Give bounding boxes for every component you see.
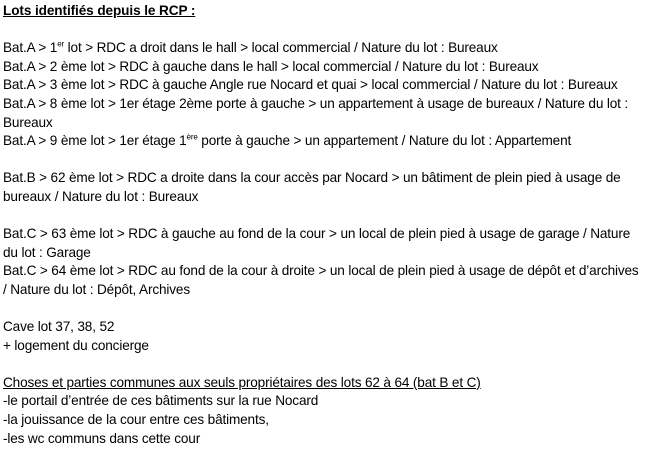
lot-text: Bat.A > 9 ème lot > 1er étage 1 xyxy=(3,133,187,149)
common-item: -le portail d’entrée de ces bâtiments sur la rue Nocard xyxy=(3,393,319,409)
common-parts-title: Choses et parties communes aux seuls propriétaires des lots 62 à 64 (bat B et C) xyxy=(3,374,481,390)
lot-text: lot > RDC a droit dans le hall > local commercial / Nature du lot : Bureaux xyxy=(64,40,498,56)
cave-line: Cave lot 37, 38, 52 xyxy=(3,319,115,335)
common-item: -la jouissance de la cour entre ces bâtiments, xyxy=(3,412,269,428)
superscript: ère xyxy=(186,132,198,142)
superscript: er xyxy=(57,39,65,49)
lot-text: Bat.A > 1 xyxy=(3,40,58,56)
lot-text: porte à gauche > un appartement / Nature du lot : Appartement xyxy=(197,133,572,149)
lot-line-bat-b-62: Bat.B > 62 ème lot > RDC a droite dans la cour accès par Nocard > un bâtiment de plein pied à usage de bureaux / Nature du lot : Bureaux xyxy=(3,170,621,204)
lot-line-bat-a-2: Bat.A > 2 ème lot > RDC à gauche dans le hall > local commercial / Nature du lot : Bureaux xyxy=(3,58,539,74)
spacer xyxy=(3,207,651,226)
spacer xyxy=(3,151,651,170)
spacer xyxy=(3,300,651,319)
lot-line-bat-a-3: Bat.A > 3 ème lot > RDC à gauche Angle rue Nocard et quai > local commercial / Nature du lot : Bureaux xyxy=(3,77,618,93)
lot-line-bat-a-8: Bat.A > 8 ème lot > 1er étage 2ème porte à gauche > un appartement à usage de bureaux / Nature du lot : Bureaux xyxy=(3,95,629,130)
spacer xyxy=(3,355,651,374)
lot-line-bat-a-1 xyxy=(3,39,651,58)
common-item: -les wc communs dans cette cour xyxy=(3,430,201,446)
lot-line-bat-c-63: Bat.C > 63 ème lot > RDC à gauche au fond de la cour > un local de plein pied à usage de garage / Nature du lot : Garage xyxy=(3,226,631,260)
document-title: Lots identifiés depuis le RCP : xyxy=(3,3,196,18)
concierge-line: + logement du concierge xyxy=(3,337,149,353)
lot-line-bat-c-64: Bat.C > 64 ème lot > RDC au fond de la cour à droite > un local de plein pied à usage de dépôt et d’archives / Nature du lot : Dépôt, Archives xyxy=(3,263,639,297)
lot-line-bat-a-9 xyxy=(3,132,651,151)
